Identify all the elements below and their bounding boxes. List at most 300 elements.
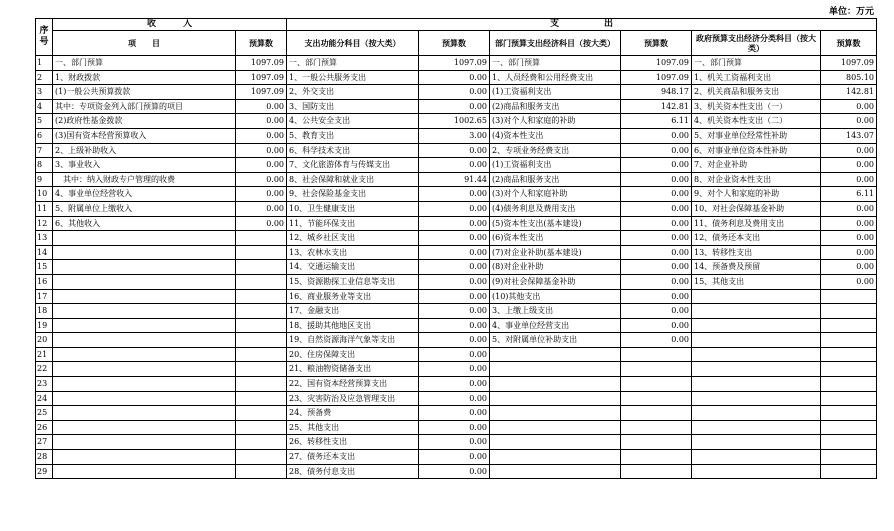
gov-item: 5、对事业单位经常性补助	[692, 128, 821, 143]
func-value: 0.00	[419, 143, 490, 158]
gov-item	[692, 318, 821, 333]
func-item: 3、国防支出	[287, 99, 419, 114]
gov-value: 0.00	[821, 114, 877, 129]
dept-item	[490, 464, 621, 479]
table-row	[36, 420, 877, 435]
row-number: 22	[36, 362, 53, 377]
gov-value: 0.00	[821, 201, 877, 216]
dept-item: (10)其他支出	[490, 289, 621, 304]
func-value: 0.00	[419, 70, 490, 85]
dept-item: (9)对社会保障基金补助	[490, 274, 621, 289]
income-item	[53, 347, 236, 362]
gov-value: 142.81	[821, 85, 877, 100]
table-row	[36, 289, 877, 304]
income-item	[53, 406, 236, 421]
gov-value: 0.00	[821, 143, 877, 158]
income-item	[53, 450, 236, 465]
income-value	[236, 391, 287, 406]
income-item	[53, 464, 236, 479]
dept-value	[621, 377, 692, 392]
func-item: 12、城乡社区支出	[287, 231, 419, 246]
gov-item: 一、部门预算	[692, 56, 821, 71]
income-header: 收 入	[53, 19, 287, 31]
row-number: 24	[36, 391, 53, 406]
func-item: 4、公共安全支出	[287, 114, 419, 129]
func-item: 26、转移性支出	[287, 435, 419, 450]
func-item: 19、自然资源海洋气象等支出	[287, 333, 419, 348]
func-value: 1097.09	[419, 56, 490, 71]
func-value: 0.00	[419, 333, 490, 348]
func-item: 13、农林水支出	[287, 245, 419, 260]
func-value: 0.00	[419, 187, 490, 202]
income-value: 0.00	[236, 128, 287, 143]
table-row	[36, 377, 877, 392]
table-row	[36, 201, 877, 216]
func-item: 15、资源勘探工业信息等支出	[287, 274, 419, 289]
income-value: 0.00	[236, 216, 287, 231]
dept-value: 0.00	[621, 216, 692, 231]
income-item: (3)国有资本经营预算收入	[53, 128, 236, 143]
row-number: 18	[36, 304, 53, 319]
func-item: 27、债务还本支出	[287, 450, 419, 465]
dept-item: 一、部门预算	[490, 56, 621, 71]
gov-item	[692, 391, 821, 406]
func-item: 8、社会保障和就业支出	[287, 172, 419, 187]
dept-value	[621, 464, 692, 479]
row-number: 19	[36, 318, 53, 333]
income-item	[53, 333, 236, 348]
row-number: 13	[36, 231, 53, 246]
income-item: 5、附属单位上缴收入	[53, 201, 236, 216]
dept-item	[490, 435, 621, 450]
income-item: (2)政府性基金拨款	[53, 114, 236, 129]
row-number: 28	[36, 450, 53, 465]
gov-value	[821, 377, 877, 392]
item-header: 项 目	[53, 31, 236, 56]
gov-item: 9、对个人和家庭的补助	[692, 187, 821, 202]
dept-value	[621, 362, 692, 377]
row-number: 6	[36, 128, 53, 143]
gov-item: 10、对社会保障基金补助	[692, 201, 821, 216]
dept-item: (2)商品和服务支出	[490, 172, 621, 187]
income-value	[236, 362, 287, 377]
income-item	[53, 435, 236, 450]
income-value	[236, 289, 287, 304]
income-item: 4、事业单位经营收入	[53, 187, 236, 202]
income-value	[236, 231, 287, 246]
income-item	[53, 377, 236, 392]
func-budget-header: 预算数	[419, 31, 490, 56]
func-item: 11、节能环保支出	[287, 216, 419, 231]
income-item	[53, 420, 236, 435]
income-item	[53, 362, 236, 377]
dept-item	[490, 420, 621, 435]
dept-item	[490, 362, 621, 377]
row-number: 11	[36, 201, 53, 216]
dept-value	[621, 420, 692, 435]
row-number: 5	[36, 114, 53, 129]
dept-value: 1097.09	[621, 56, 692, 71]
func-value: 0.00	[419, 377, 490, 392]
income-value: 0.00	[236, 158, 287, 173]
func-value: 0.00	[419, 406, 490, 421]
gov-item: 11、债务利息及费用支出	[692, 216, 821, 231]
func-item: 6、科学技术支出	[287, 143, 419, 158]
dept-item: 3、上缴上级支出	[490, 304, 621, 319]
func-value: 0.00	[419, 201, 490, 216]
dept-item: (4)债务利息及费用支出	[490, 201, 621, 216]
row-number: 15	[36, 260, 53, 275]
income-item	[53, 245, 236, 260]
table-row	[36, 391, 877, 406]
gov-item	[692, 420, 821, 435]
table-row	[36, 128, 877, 143]
table-row	[36, 231, 877, 246]
income-value	[236, 377, 287, 392]
gov-value	[821, 464, 877, 479]
dept-value: 0.00	[621, 318, 692, 333]
table-row	[36, 187, 877, 202]
func-value: 0.00	[419, 231, 490, 246]
income-value	[236, 450, 287, 465]
gov-value	[821, 304, 877, 319]
income-value	[236, 333, 287, 348]
gov-value	[821, 391, 877, 406]
gov-item: 1、机关工资福利支出	[692, 70, 821, 85]
seq-header: 序号	[36, 19, 53, 56]
gov-value: 1097.09	[821, 56, 877, 71]
table-row	[36, 56, 877, 71]
gov-item	[692, 450, 821, 465]
gov-item	[692, 347, 821, 362]
row-number: 21	[36, 347, 53, 362]
row-number: 2	[36, 70, 53, 85]
dept-value: 0.00	[621, 143, 692, 158]
budget-table	[35, 18, 877, 479]
func-item: 1、一般公共服务支出	[287, 70, 419, 85]
gov-item: 3、机关资本性支出（一）	[692, 99, 821, 114]
dept-value: 0.00	[621, 333, 692, 348]
row-number: 23	[36, 377, 53, 392]
table-row	[36, 245, 877, 260]
dept-value: 0.00	[621, 260, 692, 275]
table-row	[36, 464, 877, 479]
gov-value: 0.00	[821, 231, 877, 246]
gov-value: 0.00	[821, 245, 877, 260]
dept-value: 0.00	[621, 128, 692, 143]
table-row	[36, 362, 877, 377]
dept-value	[621, 347, 692, 362]
table-row	[36, 70, 877, 85]
func-value: 0.00	[419, 420, 490, 435]
row-number: 7	[36, 143, 53, 158]
row-number: 4	[36, 99, 53, 114]
income-value	[236, 347, 287, 362]
gov-value: 0.00	[821, 260, 877, 275]
func-value: 0.00	[419, 274, 490, 289]
func-item: 10、卫生健康支出	[287, 201, 419, 216]
gov-item: 4、机关资本性支出（二）	[692, 114, 821, 129]
income-value: 0.00	[236, 114, 287, 129]
dept-value: 0.00	[621, 231, 692, 246]
func-value: 0.00	[419, 391, 490, 406]
dept-value: 0.00	[621, 172, 692, 187]
dept-value: 142.81	[621, 99, 692, 114]
income-item	[53, 231, 236, 246]
table-row	[36, 304, 877, 319]
dept-item: 5、对附属单位补助支出	[490, 333, 621, 348]
dept-item: (6)资本性支出	[490, 231, 621, 246]
gov-item: 6、对事业单位资本性补助	[692, 143, 821, 158]
dept-item: (8)对企业补助	[490, 260, 621, 275]
income-item: 2、上级补助收入	[53, 143, 236, 158]
income-item: 一、部门预算	[53, 56, 236, 71]
dept-value: 0.00	[621, 245, 692, 260]
income-budget-header: 预算数	[236, 31, 287, 56]
income-value: 1097.09	[236, 70, 287, 85]
dept-value	[621, 406, 692, 421]
row-number: 27	[36, 435, 53, 450]
income-item	[53, 260, 236, 275]
gov-value	[821, 362, 877, 377]
table-row	[36, 347, 877, 362]
gov-value: 805.10	[821, 70, 877, 85]
income-item	[53, 274, 236, 289]
gov-value	[821, 406, 877, 421]
dept-item: (3)对个人和家庭补助	[490, 187, 621, 202]
gov-item	[692, 304, 821, 319]
func-value: 1002.65	[419, 114, 490, 129]
func-item: 14、交通运输支出	[287, 260, 419, 275]
income-item	[53, 391, 236, 406]
func-item: 16、商业服务业等支出	[287, 289, 419, 304]
dept-item: 2、专项业务经费支出	[490, 143, 621, 158]
dept-value: 0.00	[621, 304, 692, 319]
gov-value	[821, 450, 877, 465]
table-row	[36, 143, 877, 158]
income-value	[236, 420, 287, 435]
gov-value: 0.00	[821, 99, 877, 114]
func-value: 0.00	[419, 435, 490, 450]
func-item: 23、灾害防治及应急管理支出	[287, 391, 419, 406]
income-item	[53, 289, 236, 304]
func-value: 0.00	[419, 99, 490, 114]
expense-header: 支 出	[287, 19, 877, 31]
gov-value: 6.11	[821, 187, 877, 202]
func-item: 9、社会保险基金支出	[287, 187, 419, 202]
gov-item	[692, 362, 821, 377]
table-row	[36, 85, 877, 100]
func-item: 17、金融支出	[287, 304, 419, 319]
income-value	[236, 406, 287, 421]
dept-col-header: 部门预算支出经济科目（按大类）	[490, 31, 621, 56]
dept-item: 1、人员经费和公用经费支出	[490, 70, 621, 85]
gov-item	[692, 333, 821, 348]
income-item: 3、事业收入	[53, 158, 236, 173]
row-number: 16	[36, 274, 53, 289]
row-number: 3	[36, 85, 53, 100]
func-value: 91.44	[419, 172, 490, 187]
table-row	[36, 406, 877, 421]
dept-value: 0.00	[621, 187, 692, 202]
gov-item: 13、转移性支出	[692, 245, 821, 260]
row-number: 8	[36, 158, 53, 173]
dept-value: 0.00	[621, 289, 692, 304]
income-value: 0.00	[236, 143, 287, 158]
gov-value	[821, 318, 877, 333]
income-item: 其中：纳入财政专户管理的收费	[53, 172, 236, 187]
row-number: 12	[36, 216, 53, 231]
func-value: 0.00	[419, 304, 490, 319]
dept-item	[490, 377, 621, 392]
func-item: 20、住房保障支出	[287, 347, 419, 362]
func-value: 0.00	[419, 216, 490, 231]
dept-item: (1)工资福利支出	[490, 85, 621, 100]
row-number: 20	[36, 333, 53, 348]
dept-value	[621, 391, 692, 406]
table-row	[36, 99, 877, 114]
gov-item: 14、预备费及预留	[692, 260, 821, 275]
func-value: 0.00	[419, 362, 490, 377]
dept-value: 948.17	[621, 85, 692, 100]
gov-value: 0.00	[821, 216, 877, 231]
income-value	[236, 245, 287, 260]
func-item: 28、债务付息支出	[287, 464, 419, 479]
income-value: 0.00	[236, 201, 287, 216]
dept-value: 0.00	[621, 274, 692, 289]
row-number: 10	[36, 187, 53, 202]
income-value: 0.00	[236, 187, 287, 202]
income-value	[236, 318, 287, 333]
dept-item: (4)资本性支出	[490, 128, 621, 143]
dept-value	[621, 435, 692, 450]
dept-item: (2)商品和服务支出	[490, 99, 621, 114]
dept-value	[621, 450, 692, 465]
income-value: 1097.09	[236, 85, 287, 100]
gov-value	[821, 420, 877, 435]
gov-item: 15、其他支出	[692, 274, 821, 289]
row-number: 25	[36, 406, 53, 421]
table-row	[36, 333, 877, 348]
func-item: 22、国有资本经营预算支出	[287, 377, 419, 392]
row-number: 26	[36, 420, 53, 435]
dept-item: (1)工资福利支出	[490, 158, 621, 173]
func-value: 0.00	[419, 245, 490, 260]
func-value: 0.00	[419, 260, 490, 275]
dept-item	[490, 391, 621, 406]
row-number: 17	[36, 289, 53, 304]
func-item: 25、其他支出	[287, 420, 419, 435]
dept-item: (3)对个人和家庭的补助	[490, 114, 621, 129]
dept-value: 1097.09	[621, 70, 692, 85]
gov-value: 0.00	[821, 158, 877, 173]
income-item	[53, 318, 236, 333]
row-number: 9	[36, 172, 53, 187]
gov-item: 2、机关商品和服务支出	[692, 85, 821, 100]
gov-value	[821, 289, 877, 304]
income-item	[53, 304, 236, 319]
income-item: 1、财政拨款	[53, 70, 236, 85]
gov-item	[692, 435, 821, 450]
dept-value: 0.00	[621, 201, 692, 216]
func-item: 5、教育支出	[287, 128, 419, 143]
func-item: 24、预备费	[287, 406, 419, 421]
table-row	[36, 318, 877, 333]
income-value	[236, 464, 287, 479]
func-value: 3.00	[419, 128, 490, 143]
income-item: (1)一般公共预算拨款	[53, 85, 236, 100]
row-number: 29	[36, 464, 53, 479]
dept-value: 6.11	[621, 114, 692, 129]
income-value: 0.00	[236, 99, 287, 114]
func-value: 0.00	[419, 85, 490, 100]
income-value	[236, 260, 287, 275]
func-value: 0.00	[419, 464, 490, 479]
income-value	[236, 435, 287, 450]
gov-value	[821, 333, 877, 348]
table-row	[36, 158, 877, 173]
income-item: 6、其他收入	[53, 216, 236, 231]
income-item: 其中：专项资金列入部门预算的项目	[53, 99, 236, 114]
gov-item: 8、对企业资本性支出	[692, 172, 821, 187]
dept-item	[490, 347, 621, 362]
func-value: 0.00	[419, 158, 490, 173]
func-item: 7、文化旅游体育与传媒支出	[287, 158, 419, 173]
table-row	[36, 274, 877, 289]
gov-value	[821, 347, 877, 362]
gov-item: 12、债务还本支出	[692, 231, 821, 246]
gov-item: 7、对企业补助	[692, 158, 821, 173]
dept-item: (7)对企业补助(基本建设)	[490, 245, 621, 260]
func-item: 21、粮油物资储备支出	[287, 362, 419, 377]
gov-col-header: 政府预算支出经济分类科目（按大类）	[692, 31, 821, 56]
dept-item: (5)资本性支出(基本建设)	[490, 216, 621, 231]
func-col-header: 支出功能分科目（按大类）	[287, 31, 419, 56]
income-value	[236, 304, 287, 319]
dept-item: 4、事业单位经营支出	[490, 318, 621, 333]
income-value: 1097.09	[236, 56, 287, 71]
gov-value: 0.00	[821, 274, 877, 289]
gov-item	[692, 406, 821, 421]
gov-budget-header: 预算数	[821, 31, 877, 56]
table-row	[36, 260, 877, 275]
dept-value: 0.00	[621, 158, 692, 173]
func-item: 18、援助其他地区支出	[287, 318, 419, 333]
gov-value: 0.00	[821, 172, 877, 187]
gov-value: 143.07	[821, 128, 877, 143]
dept-item	[490, 406, 621, 421]
row-number: 14	[36, 245, 53, 260]
gov-item	[692, 377, 821, 392]
func-item: 一、部门预算	[287, 56, 419, 71]
table-row	[36, 450, 877, 465]
gov-item	[692, 464, 821, 479]
unit-label: 单位：万元	[828, 7, 874, 17]
row-number: 1	[36, 56, 53, 71]
income-value: 0.00	[236, 172, 287, 187]
dept-item	[490, 450, 621, 465]
table-row	[36, 172, 877, 187]
gov-item	[692, 289, 821, 304]
func-item: 2、外交支出	[287, 85, 419, 100]
table-row	[36, 435, 877, 450]
func-value: 0.00	[419, 450, 490, 465]
func-value: 0.00	[419, 318, 490, 333]
table-row	[36, 114, 877, 129]
income-value	[236, 274, 287, 289]
gov-value	[821, 435, 877, 450]
func-value: 0.00	[419, 289, 490, 304]
